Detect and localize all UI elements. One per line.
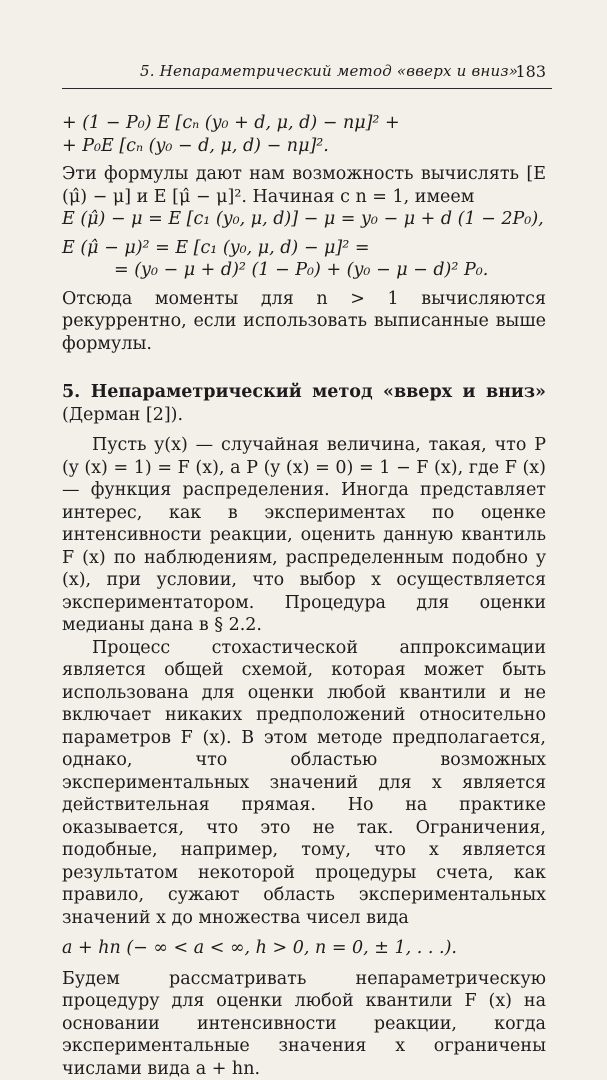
page-body (62, 112, 546, 1080)
page-header (62, 58, 552, 89)
page-number: 183 (515, 62, 546, 81)
section-heading: 5. Непараметрический метод «вверх и вниз» (62, 382, 546, 402)
equation-top-line-1: + (1 − P₀) E [cₙ (y₀ + d, μ, d) − nμ]² + (62, 112, 546, 135)
equation-variance-line-1: E (μ̂ − μ)² = E [c₁ (y₀, μ, d) − μ]² = (62, 237, 546, 260)
paragraph-stochastic-approximation: Процесс стохастической аппроксимации является общей схемой, которая может быть использована для оценки любой квантили и не включает никаких предположений относительно параметров F (x). В этом методе предполагается, однако, что областью возможных экспериментальных значений для x является действительная прямая. Но на практике оказывается, что это не так. Ограничения, подобные, например, тому, что x является результатом некоторой процедуры счета, как правило, сужают область экспериментальных значений x до множества чисел вида (62, 637, 546, 930)
equation-lattice: a + hn (− ∞ < a < ∞, h > 0, n = 0, ± 1, . . .). (62, 937, 546, 960)
paragraph-random-variable: Пусть y(x) — случайная величина, такая, что P (y (x) = 1) = F (x), а P (y (x) = 0) = 1 − F (x), где F (x) — функция распределения. Иногда представляет интерес, как в экспериментах по оценке интенсивности реакции, оценить данную квантиль F (x) по наблюдениям, распределенным подобно y (x), при условии, что выбор x осуществляется экспериментатором. Процедура для оценки медианы дана в § 2.2. (62, 434, 546, 637)
running-title: 5. Непараметрический метод «вверх и вниз» (140, 62, 518, 80)
section-reference: (Дерман [2]). (62, 405, 183, 425)
paragraph-formulas: Эти формулы дают нам возможность вычислять [E (μ̂) − μ] и E [μ̂ − μ]². Начиная с n = 1, имеем (62, 163, 546, 208)
equation-top-line-2: + P₀E [cₙ (y₀ − d, μ, d) − nμ]². (62, 135, 546, 158)
equation-variance-line-2: = (y₀ − μ + d)² (1 − P₀) + (y₀ − μ − d)² P₀. (62, 259, 546, 282)
equation-expected-bias: E (μ̂) − μ = E [c₁ (y₀, μ, d)] − μ = y₀ − μ + d (1 − 2P₀), (62, 208, 546, 231)
paragraph-procedure: Будем рассматривать непараметрическую процедуру для оценки любой квантили F (x) на основании интенсивности реакции, когда экспериментальные значения x ограничены числами вида a + hn. (62, 968, 546, 1080)
section-heading-block (62, 381, 546, 426)
paragraph-recurrence: Отсюда моменты для n > 1 вычисляются рекуррентно, если использовать выписанные выше формулы. (62, 288, 546, 356)
